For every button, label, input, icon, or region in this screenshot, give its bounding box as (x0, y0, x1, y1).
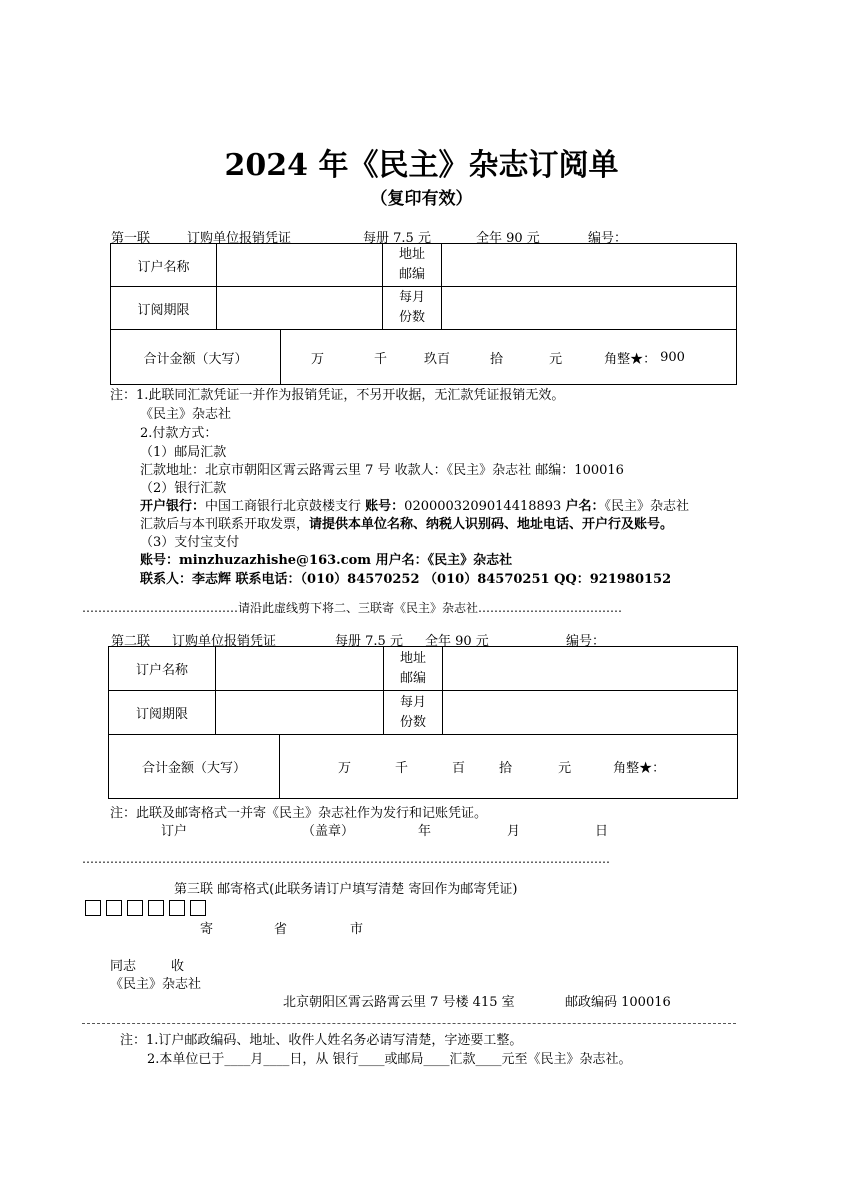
part1-period-label: 订阅期限 (111, 287, 217, 330)
part3-org: 《民主》杂志社 (110, 977, 202, 992)
part2-price-year: 全年 90 元 (425, 634, 489, 649)
part2-amt-bai: 百 (452, 761, 466, 776)
page-subtitle: （复印有效） (370, 189, 473, 209)
notes2-month: 月 (507, 824, 521, 839)
part2-subscriber-label: 订户名称 (109, 647, 216, 691)
part2-address-label-1: 地址 (399, 650, 426, 666)
part1-address-label-2: 邮编 (398, 267, 425, 282)
part1-amt-shi: 拾 (490, 351, 504, 367)
part1-desc: 订购单位报销凭证 (187, 231, 292, 246)
part1-total-field[interactable] (281, 330, 737, 385)
part3-address: 北京朝阳区霄云路霄云里 7 号楼 415 室 (283, 995, 515, 1010)
notes1-invoice-line (140, 515, 673, 534)
part2-copies-label (384, 691, 443, 735)
notes1-line2: 《民主》杂志社 (140, 407, 232, 422)
part2-number-label: 编号： (566, 634, 606, 649)
part1-total-label: 合计金额（大写） (111, 330, 281, 385)
part1-subscriber-label: 订户名称 (111, 244, 217, 287)
part2-amt-qian: 千 (395, 761, 409, 776)
part1-copies-label-2: 份数 (398, 310, 425, 325)
part2-period-label: 订阅期限 (109, 691, 216, 735)
part1-form-table (110, 243, 737, 385)
notes2-line1: 注：此联及邮寄格式一并寄《民主》杂志社作为发行和记账凭证。 (110, 806, 488, 821)
part1-price-year: 全年 90 元 (476, 231, 540, 246)
part1-period-field[interactable] (217, 287, 383, 330)
notes2-day: 日 (595, 824, 609, 839)
part2-address-field[interactable] (443, 647, 738, 691)
account-label: 账号： (365, 499, 405, 514)
notes2-subscriber: 订户 (161, 824, 188, 839)
part2-amt-shi: 拾 (499, 761, 513, 776)
separator-dots: …………………………………………………………………………………………………………………… (82, 852, 610, 866)
part2-copies-field[interactable] (443, 691, 738, 735)
part3-title: 第三联 邮寄格式(此联务请订户填写清楚 寄回作为邮寄凭证) (174, 882, 518, 897)
part3-shi: 市 (350, 922, 364, 937)
invoice-text: 汇款后与本刊联系开取发票， (140, 517, 310, 532)
part1-amt-bai: 玖百 (424, 351, 451, 367)
part1-copies-field[interactable] (442, 287, 737, 330)
account-value: 0200003209014418893 (404, 499, 566, 514)
holder-label: 户名： (565, 499, 605, 514)
part1-amt-value: 900 (660, 349, 685, 365)
footer-line1: 注：1.订户邮政编码、地址、收件人姓名务必请写清楚，字迹要工整。 (120, 1033, 523, 1048)
part2-copies-label-2: 份数 (399, 714, 426, 730)
notes1-bank-line (140, 497, 689, 516)
part2-subscriber-field[interactable] (216, 647, 384, 691)
footer-line2: 2.本单位已于____月____日，从 银行____或邮局____汇款____元至《民主》杂志社。 (147, 1052, 632, 1067)
part1-address-field[interactable] (442, 244, 737, 287)
part2-form-table (108, 646, 738, 799)
postcode-box[interactable] (169, 900, 185, 916)
notes2-year: 年 (418, 824, 432, 839)
notes1-line1: 注：1.此联同汇款凭证一并作为报销凭证，不另开收据，无汇款凭证报销无效。 (110, 388, 565, 403)
part2-total-label: 合计金额（大写） (109, 735, 280, 799)
bank-value: 中国工商银行北京鼓楼支行 (205, 499, 366, 514)
part1-amt-yuan: 元 (549, 351, 563, 367)
postcode-box[interactable] (106, 900, 122, 916)
part3-ji: 寄 (200, 922, 214, 937)
part1-copies-label (383, 287, 442, 330)
cut-line: …………………………………请沿此虚线剪下将二、三联寄《民主》杂志社……………………………… (82, 601, 623, 615)
part1-subscriber-field[interactable] (217, 244, 383, 287)
postcode-box[interactable] (190, 900, 206, 916)
postcode-boxes[interactable] (85, 900, 206, 916)
part2-name: 第二联 (111, 634, 151, 649)
notes1-line5: 汇款地址：北京市朝阳区霄云路霄云里 7 号 收款人：《民主》杂志社 邮编：100016 (140, 463, 624, 478)
postcode-box[interactable] (148, 900, 164, 916)
notes1-line9: （3）支付宝支付 (140, 535, 240, 550)
part2-address-label-2: 邮编 (399, 670, 426, 686)
notes1-line4: （1）邮局汇款 (140, 445, 227, 460)
notes1-line6: （2）银行汇款 (140, 481, 227, 496)
part2-desc: 订购单位报销凭证 (172, 634, 277, 649)
part1-price-per: 每册 7.5 元 (363, 231, 431, 246)
part1-address-label (383, 244, 442, 287)
notes1-line3: 2.付款方式： (140, 426, 218, 441)
part1-number-label: 编号： (588, 231, 628, 246)
postcode-box[interactable] (85, 900, 101, 916)
part1-amt-wan: 万 (311, 351, 325, 367)
bank-label: 开户银行： (140, 499, 206, 514)
part2-period-field[interactable] (216, 691, 384, 735)
part1-address-label-1: 地址 (398, 247, 425, 262)
part1-amt-qian: 千 (374, 351, 388, 367)
invoice-requirement: 请提供本单位名称、纳税人识别码、地址电话、开户行及账号。 (309, 517, 674, 532)
part2-total-field[interactable] (280, 735, 738, 799)
part2-amt-yuan: 元 (558, 761, 572, 776)
part1-amt-jiao: 角整★： (604, 351, 657, 367)
page-title: 2024 年《民主》杂志订阅单 (224, 148, 619, 183)
part1-copies-label-1: 每月 (398, 290, 425, 305)
notes2-seal: （盖章） (302, 824, 355, 839)
dashed-separator (82, 1023, 736, 1024)
part2-price-per: 每册 7.5 元 (335, 634, 403, 649)
part2-amt-wan: 万 (338, 761, 352, 776)
part2-address-label (384, 647, 443, 691)
notes1-contact: 联系人：李志辉 联系电话：（010）84570252 （010）84570251 QQ：921980152 (140, 572, 672, 587)
postcode-box[interactable] (127, 900, 143, 916)
part2-amt-jiao: 角整★： (613, 761, 666, 776)
holder-value: 《民主》杂志社 (604, 499, 689, 514)
part3-shou: 收 (171, 959, 185, 974)
notes1-alipay: 账号：minzhuzazhishe@163.com 用户名：《民主》杂志社 (140, 553, 513, 568)
part3-tongzhi: 同志 (110, 959, 137, 974)
part2-copies-label-1: 每月 (399, 694, 426, 710)
part3-postcode: 邮政编码 100016 (565, 995, 671, 1010)
part1-name: 第一联 (111, 231, 151, 246)
part3-sheng: 省 (274, 922, 288, 937)
